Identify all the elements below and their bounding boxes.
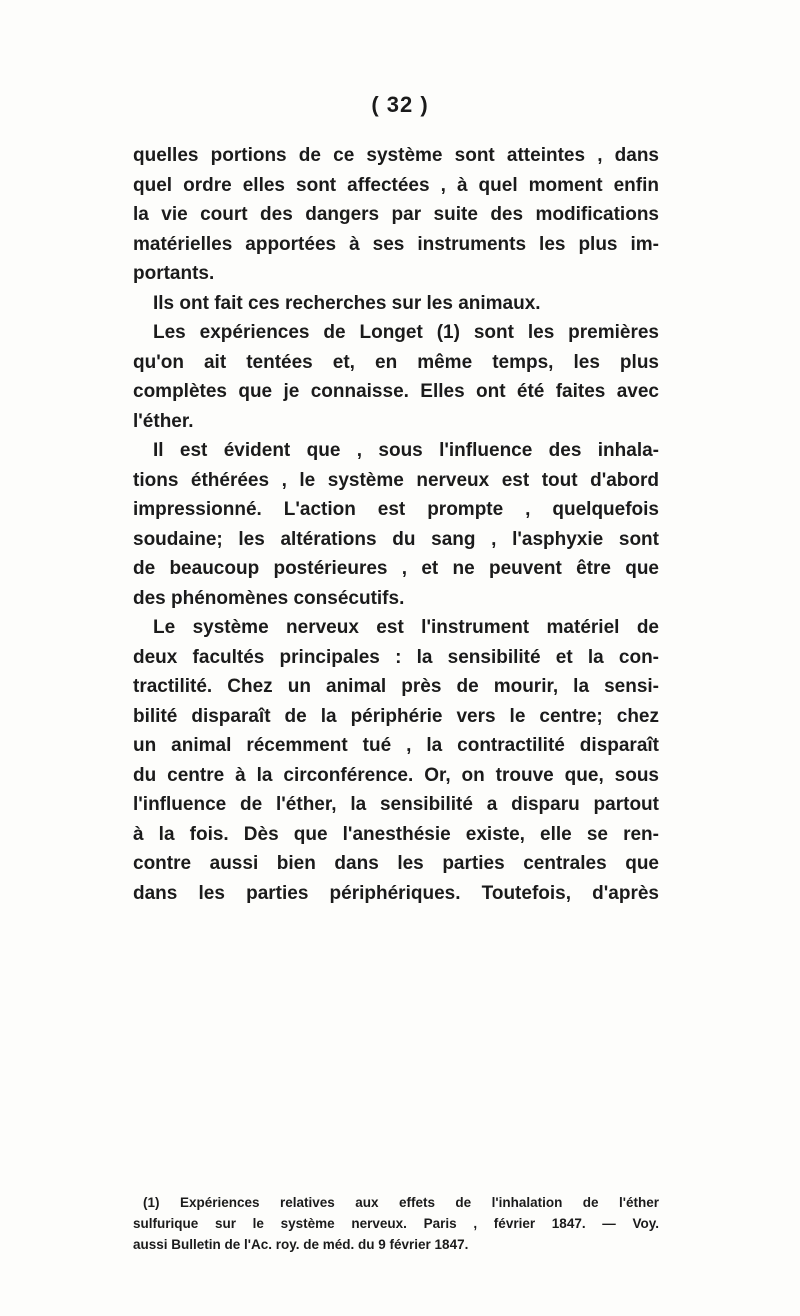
text-line: Le système nerveux est l'instrument matériel de [153, 617, 659, 638]
footnote-line: aussi Bulletin de l'Ac. roy. de méd. du 9 février 1847. [133, 1237, 469, 1252]
text-line: du centre à la circonférence. Or, on trouve que, sous [133, 764, 659, 786]
page-number: ( 32 ) [371, 92, 429, 117]
text-line: deux facultés principales : la sensibilité et la con- [133, 646, 659, 668]
text-line: bilité disparaît de la périphérie vers le centre; chez [133, 705, 659, 727]
text-line: Ils ont fait ces recherches sur les animaux. [153, 292, 541, 314]
text-line: à la fois. Dès que l'anesthésie existe, elle se ren- [133, 823, 659, 845]
text-line: de beaucoup postérieures , et ne peuvent être que [133, 558, 659, 579]
text-line: Il est évident que , sous l'influence des inhala- [153, 440, 659, 461]
text-line: la vie court des dangers par suite des modifications [133, 204, 659, 225]
body-text [133, 141, 659, 908]
text-line: tractilité. Chez un animal près de mourir, la sensi- [133, 676, 659, 697]
text-line: matérielles apportées à ses instruments les plus im- [133, 233, 659, 255]
text-line: des phénomènes consécutifs. [133, 587, 405, 609]
text-line: dans les parties périphériques. Toutefois, d'après [133, 882, 659, 904]
text-line: l'éther. [133, 410, 194, 432]
text-line: quel ordre elles sont affectées , à quel moment enfin [133, 174, 659, 196]
text-line: contre aussi bien dans les parties centrales que [133, 853, 659, 874]
text-line: complètes que je connaisse. Elles ont été faites avec [133, 381, 659, 402]
text-line: un animal récemment tué , la contractilité disparaît [133, 735, 659, 756]
text-line: Les expériences de Longet (1) sont les premières [153, 322, 659, 343]
text-line: qu'on ait tentées et, en même temps, les plus [133, 351, 659, 373]
text-line: soudaine; les altérations du sang , l'asphyxie sont [133, 528, 659, 550]
footnote-line: (1) Expériences relatives aux effets de l'inhalation de l'éther [143, 1195, 659, 1210]
text-line: portants. [133, 263, 215, 284]
text-line: impressionné. L'action est prompte , quelquefois [133, 499, 659, 520]
footnote-line: sulfurique sur le système nerveux. Paris , février 1847. — Voy. [133, 1216, 659, 1231]
text-line: quelles portions de ce système sont atteintes , dans [133, 145, 659, 166]
footnote [133, 1192, 659, 1255]
text-line: tions éthérées , le système nerveux est tout d'abord [133, 469, 659, 491]
text-line: l'influence de l'éther, la sensibilité a disparu partout [133, 794, 659, 815]
